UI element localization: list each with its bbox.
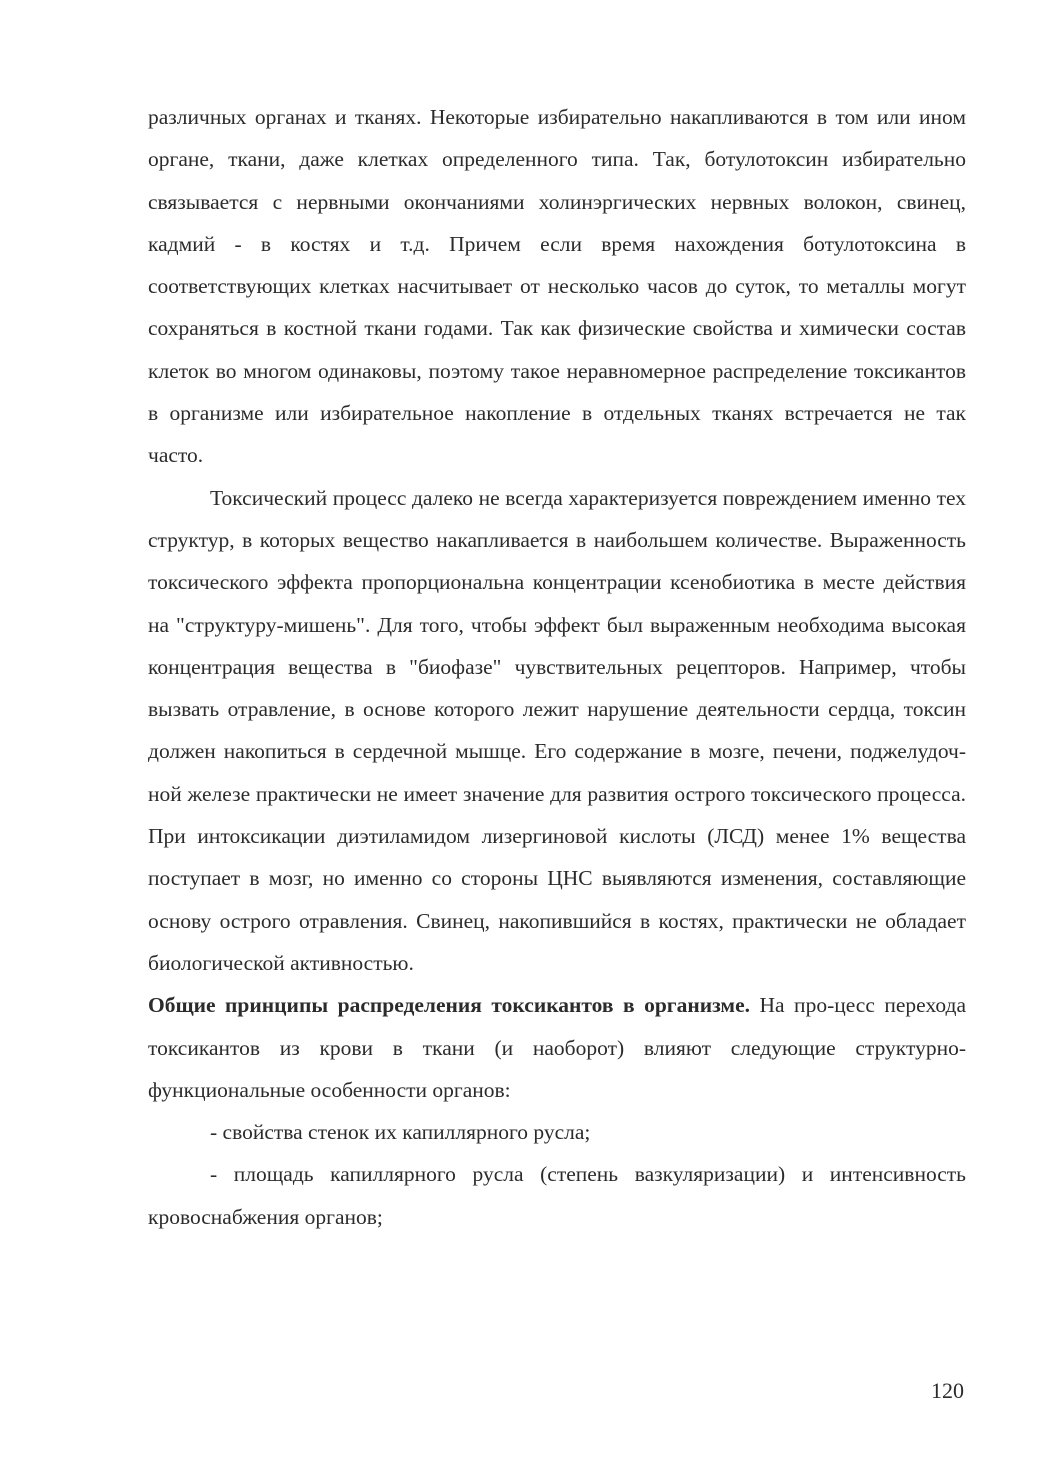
paragraph-3-text: На про-цесс перехода токсикантов из крови в ткани (и наоборот) влияют следующие структурно-функциональные особенности органов: [148,993,966,1102]
paragraph-3 [148,984,966,1111]
body-text [148,96,966,1238]
list-item-2: - площадь капиллярного русла (степень вазкуляризации) и интенсивность кровоснабжения органов; [148,1162,966,1229]
page-number: 120 [931,1378,964,1403]
list-item-1: - свойства стенок их капиллярного русла; [210,1120,591,1145]
paragraph-1: различных органах и тканях. Некоторые избирательно накапливаются в том или ином органе, ткани, даже клетках определенного типа. Так, ботулотоксин избирательно связывается с нервными окончаниями холинэргических нервных волокон, свинец, кадмий - в костях и т.д. Причем если время нахождения ботулотоксина в соответствующих клетках насчитывает от несколько часов до суток, то металлы могут сохраняться в костной ткани годами. Так как физические свойства и химически состав клеток во многом одинаковы, поэтому такое неравномерное распределение токсикантов в организме или избирательное накопление в отдельных тканях встречается не так часто. [148,105,966,468]
section-heading: Общие принципы распределения токсикантов в организме. [148,993,750,1018]
paragraph-2: Токсический процесс далеко не всегда характеризуется повреждением именно тех структур, в которых вещество накапливается в наибольшем количестве. Выраженность токсического эффекта пропорциональна концентрации ксенобиотика в месте действия на "структуру-мишень". Для того, чтобы эффект был выраженным необходима высокая концентрация вещества в "биофазе" чувствительных рецепторов. Например, чтобы вызвать отравление, в основе которого лежит нарушение деятельности сердца, токсин должен накопиться в сердечной мышце. Его содержание в мозге, печени, поджелудочной железе практически не имеет значение для развития острого токсического процесса. При интоксикации диэтиламидом лизергиновой кислоты (ЛСД) менее 1% вещества поступает в мозг, но именно со стороны ЦНС выявляются изменения, составляющие основу острого отравления. Свинец, накопившийся в костях, практически не обладает биологической активностью. [148,485,966,975]
